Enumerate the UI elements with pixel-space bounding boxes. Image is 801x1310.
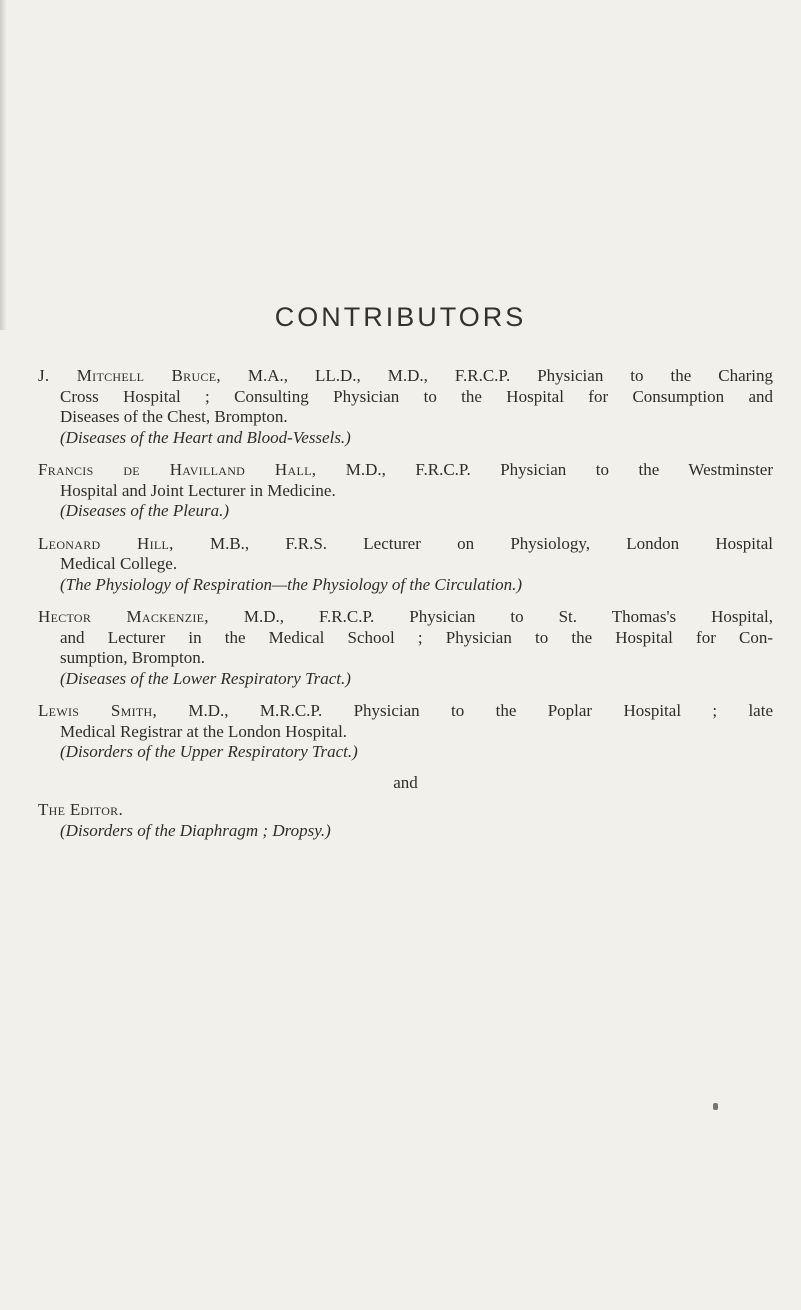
contributor-entry <box>38 366 773 448</box>
contributor-first-line <box>38 460 773 481</box>
contributor-credentials: M.B., F.R.S. Lecturer on Physiology, London Hospital <box>173 533 774 553</box>
contributor-credentials: M.D., M.R.C.P. Physician to the Poplar Hospital ; late <box>157 701 773 720</box>
contributor-first-line <box>38 607 773 628</box>
contributor-name: Lewis Smith, <box>38 701 158 720</box>
contributor-works: (Diseases of the Heart and Blood-Vessels.) <box>60 427 351 447</box>
contributor-first-line <box>38 534 773 555</box>
contributor-description-line: Medical College. <box>60 554 178 573</box>
contributor-first-line <box>38 366 773 387</box>
contributor-entry <box>38 607 773 689</box>
contributor-entry <box>38 460 773 522</box>
contributor-description-line: Medical Registrar at the London Hospital. <box>60 721 348 741</box>
contributor-name: Leonard Hill, <box>38 533 174 553</box>
contributor-works: (The Physiology of Respiration—the Physiology of the Circulation.) <box>60 574 523 594</box>
contributor-description-line: sumption, Brompton. <box>60 648 205 667</box>
editor-works: (Disorders of the Diaphragm ; Dropsy.) <box>60 820 331 840</box>
contributor-name: Francis de Havilland Hall, <box>38 460 317 479</box>
contributor-credentials: M.D., F.R.C.P. Physician to St. Thomas's Hospital, <box>208 607 773 626</box>
contributor-description-line: Cross Hospital ; Consulting Physician to the Hospital for Consumption and <box>60 386 773 406</box>
editor-entry <box>38 800 773 841</box>
contributor-entry <box>38 534 773 596</box>
contributor-works: (Disorders of the Upper Respiratory Tract.) <box>60 742 358 761</box>
editor-name: The Editor. <box>38 800 124 819</box>
contributors-list <box>38 366 773 853</box>
contributor-name: Hector Mackenzie, <box>38 607 209 626</box>
ink-speck <box>713 1103 718 1110</box>
contributor-credentials: M.D., F.R.C.P. Physician to the Westminster <box>316 460 773 479</box>
contributor-description-line: Hospital and Joint Lecturer in Medicine. <box>60 480 336 500</box>
contributor-credentials: M.A., LL.D., M.D., F.R.C.P. Physician to the Charing <box>220 366 773 385</box>
contributor-works: (Diseases of the Pleura.) <box>60 501 230 520</box>
contributor-works: (Diseases of the Lower Respiratory Tract.) <box>60 668 351 688</box>
contributor-description-line: and Lecturer in the Medical School ; Physician to the Hospital for Con- <box>60 627 773 647</box>
contributor-name: J. Mitchell Bruce, <box>38 366 221 385</box>
page-title: CONTRIBUTORS <box>274 302 527 332</box>
contributor-first-line <box>38 701 773 722</box>
contributor-entry <box>38 701 773 763</box>
contributor-description-line: Diseases of the Chest, Brompton. <box>60 407 288 426</box>
and-separator: and <box>393 772 418 792</box>
